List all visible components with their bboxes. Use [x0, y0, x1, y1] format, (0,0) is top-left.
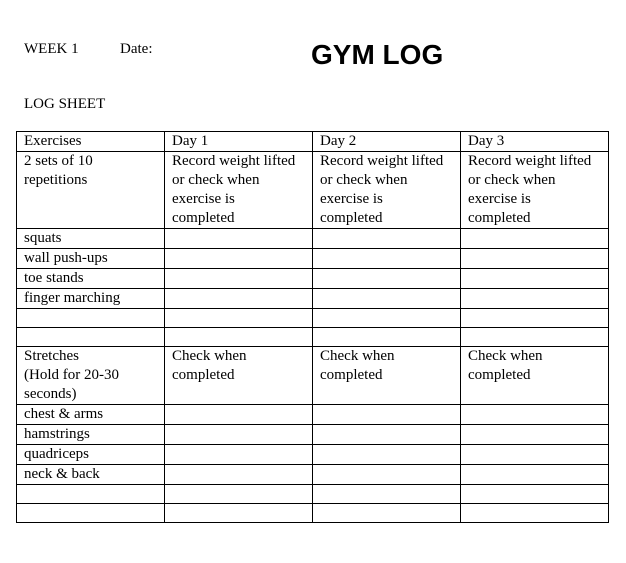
- stretch-name[interactable]: [17, 504, 165, 523]
- table-row: [17, 309, 609, 328]
- day-1-entry-cell[interactable]: [165, 328, 313, 347]
- day-2-check-cell[interactable]: [313, 504, 461, 523]
- day-2-entry-cell[interactable]: [313, 249, 461, 269]
- log-sheet-label: LOG SHEET: [24, 96, 106, 112]
- table-row: [17, 445, 609, 465]
- stretch-hold-note: Stretches (Hold for 20-30 seconds): [17, 347, 165, 405]
- exercise-name[interactable]: [17, 328, 165, 347]
- day-1-check-cell[interactable]: [165, 445, 313, 465]
- table-row: [17, 269, 609, 289]
- column-header-day-2: Day 2: [313, 132, 461, 152]
- table-row: [17, 504, 609, 523]
- exercise-name: toe stands: [17, 269, 165, 289]
- table-row: [17, 289, 609, 309]
- exercise-name: wall push-ups: [17, 249, 165, 269]
- day-2-entry-cell[interactable]: [313, 328, 461, 347]
- day-2-check-cell[interactable]: [313, 485, 461, 504]
- column-header-day-3: Day 3: [461, 132, 609, 152]
- day-1-entry-cell[interactable]: [165, 309, 313, 328]
- day-1-entry-cell[interactable]: [165, 229, 313, 249]
- page-title: GYM LOG: [311, 39, 444, 70]
- day-3-check-cell[interactable]: [461, 485, 609, 504]
- day-1-check-cell[interactable]: [165, 405, 313, 425]
- day-1-entry-cell[interactable]: [165, 249, 313, 269]
- day-2-check-cell[interactable]: [313, 425, 461, 445]
- day-3-entry-cell[interactable]: [461, 229, 609, 249]
- exercise-name[interactable]: [17, 309, 165, 328]
- day-3-entry-cell[interactable]: [461, 289, 609, 309]
- day-2-entry-cell[interactable]: [313, 229, 461, 249]
- date-label: Date:: [120, 41, 153, 57]
- day-3-check-cell[interactable]: [461, 445, 609, 465]
- day-3-stretch-instruction: Check when completed: [461, 347, 609, 405]
- stretch-name[interactable]: [17, 485, 165, 504]
- day-1-exercise-instruction: Record weight lifted or check when exercise is completed: [165, 152, 313, 229]
- day-2-exercise-instruction: Record weight lifted or check when exercise is completed: [313, 152, 461, 229]
- stretch-name: chest & arms: [17, 405, 165, 425]
- day-1-check-cell[interactable]: [165, 485, 313, 504]
- day-3-entry-cell[interactable]: [461, 328, 609, 347]
- gym-log-table: [16, 131, 609, 523]
- day-3-entry-cell[interactable]: [461, 269, 609, 289]
- table-row: [17, 328, 609, 347]
- day-1-entry-cell[interactable]: [165, 289, 313, 309]
- table-row: [17, 405, 609, 425]
- day-3-check-cell[interactable]: [461, 425, 609, 445]
- exercise-sets-note: 2 sets of 10 repetitions: [17, 152, 165, 229]
- day-1-stretch-instruction: Check when completed: [165, 347, 313, 405]
- exercise-instructions-row: [17, 152, 609, 229]
- day-1-entry-cell[interactable]: [165, 269, 313, 289]
- table-row: [17, 485, 609, 504]
- day-3-check-cell[interactable]: [461, 405, 609, 425]
- column-header-exercises: Exercises: [17, 132, 165, 152]
- column-header-day-1: Day 1: [165, 132, 313, 152]
- stretch-name: neck & back: [17, 465, 165, 485]
- day-3-exercise-instruction: Record weight lifted or check when exercise is completed: [461, 152, 609, 229]
- exercise-name: squats: [17, 229, 165, 249]
- stretch-instructions-row: [17, 347, 609, 405]
- table-row: [17, 465, 609, 485]
- table-row: [17, 425, 609, 445]
- day-2-entry-cell[interactable]: [313, 289, 461, 309]
- day-3-entry-cell[interactable]: [461, 249, 609, 269]
- stretch-name: hamstrings: [17, 425, 165, 445]
- table-row: [17, 229, 609, 249]
- day-3-entry-cell[interactable]: [461, 309, 609, 328]
- day-2-entry-cell[interactable]: [313, 309, 461, 328]
- exercise-name: finger marching: [17, 289, 165, 309]
- day-2-entry-cell[interactable]: [313, 269, 461, 289]
- day-3-check-cell[interactable]: [461, 504, 609, 523]
- stretch-name: quadriceps: [17, 445, 165, 465]
- day-1-check-cell[interactable]: [165, 504, 313, 523]
- week-label: WEEK 1: [24, 41, 79, 57]
- table-header-row: [17, 132, 609, 152]
- day-3-check-cell[interactable]: [461, 465, 609, 485]
- day-1-check-cell[interactable]: [165, 425, 313, 445]
- day-2-check-cell[interactable]: [313, 465, 461, 485]
- table-row: [17, 249, 609, 269]
- day-2-stretch-instruction: Check when completed: [313, 347, 461, 405]
- day-1-check-cell[interactable]: [165, 465, 313, 485]
- day-2-check-cell[interactable]: [313, 445, 461, 465]
- day-2-check-cell[interactable]: [313, 405, 461, 425]
